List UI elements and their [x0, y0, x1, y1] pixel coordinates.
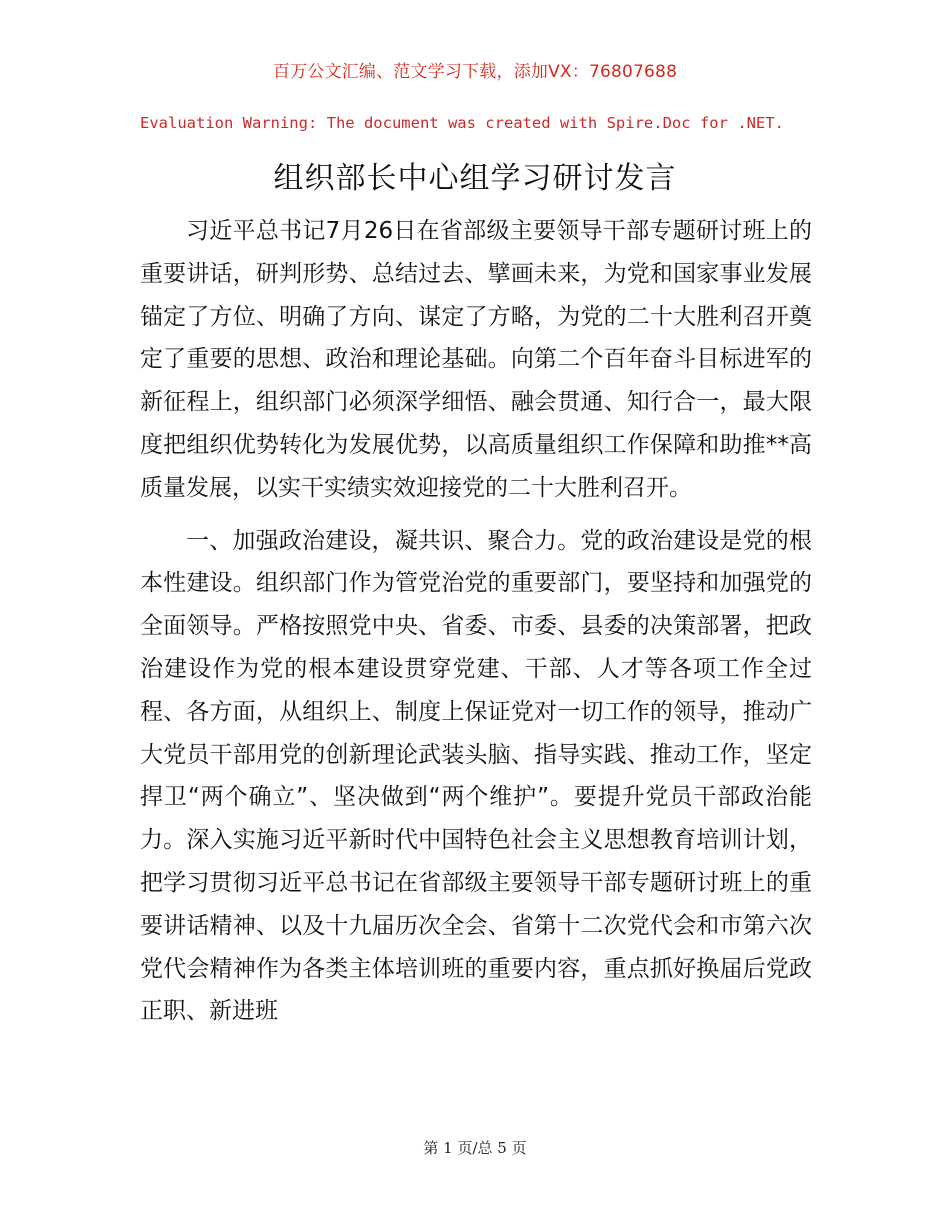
paragraph-section-1: 一、加强政治建设，凝共识、聚合力。党的政治建设是党的根本性建设。组织部门作为管党治党的重要部门，要坚持和加强党的全面领导。严格按照党中央、省委、市委、县委的决策部署，把政治建设作为党的根本建设贯穿党建、干部、人才等各项工作全过程、各方面，从组织上、制度上保证党对一切工作的领导，推动广大党员干部用党的创新理论武装头脑、指导实践、推动工作，坚定捍卫“两个确立”、坚决做到“两个维护”。要提升党员干部政治能力。深入实施习近平新时代中国特色社会主义思想教育培训计划，把学习贯彻习近平总书记在省部级主要领导干部专题研讨班上的重要讲话精神、以及十九届历次全会、省第十二次党代会和市第六次党代会精神作为各类主体培训班的重要内容，重点抓好换届后党政正职、新进班: [140, 527, 812, 1025]
document-title: 组织部长中心组学习研讨发言: [273, 161, 677, 196]
document-body: [140, 210, 812, 1033]
paragraph-intro: 习近平总书记7月26日在省部级主要领导干部专题研讨班上的重要讲话，研判形势、总结过去、擘画未来，为党和国家事业发展锚定了方位、明确了方向、谋定了方略，为党的二十大胜利召开奠定了重要的思想、政治和理论基础。向第二个百年奋斗目标进军的新征程上，组织部门必须深学细悟、融会贯通、知行合一，最大限度把组织优势转化为发展优势，以高质量组织工作保障和助推**高质量发展，以实干实绩实效迎接党的二十大胜利召开。: [140, 218, 812, 501]
page-indicator: 第 1 页/总 5 页: [423, 1139, 527, 1157]
evaluation-warning: Evaluation Warning: The document was created with Spire.Doc for .NET.: [140, 114, 784, 132]
header-banner: 百万公文汇编、范文学习下载，添加VX：76807688: [272, 62, 678, 82]
